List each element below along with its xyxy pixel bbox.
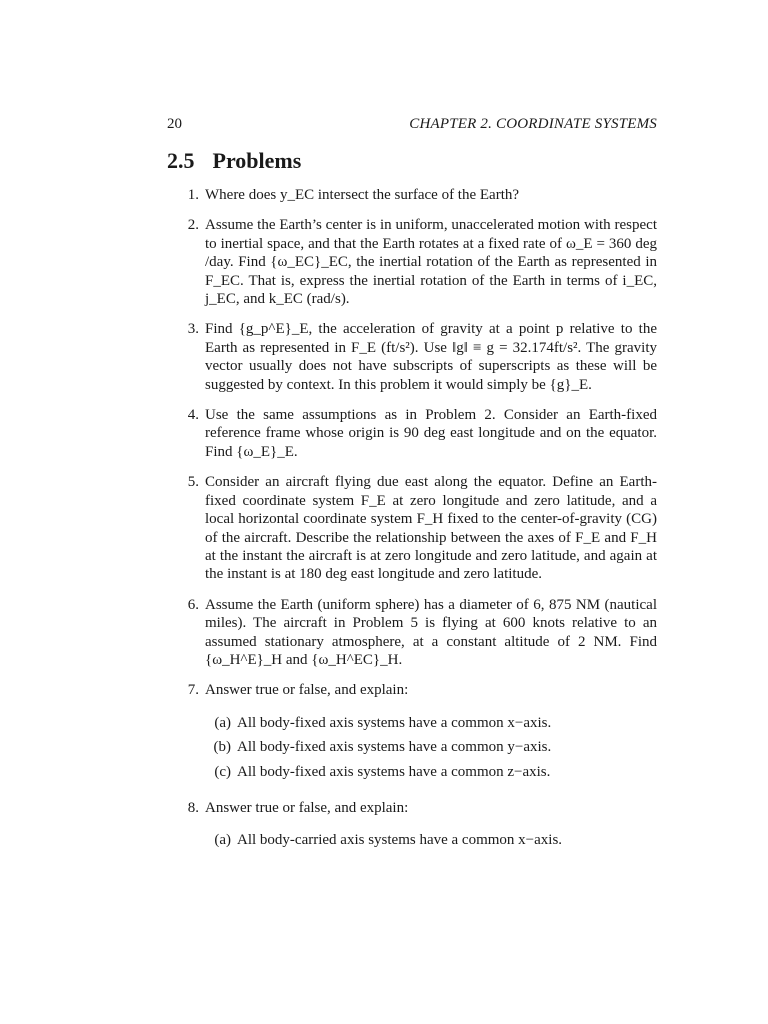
subproblem-item [205, 738, 657, 756]
subproblem-text: All body-fixed axis systems have a common y−axis. [237, 739, 552, 756]
problem-body [205, 681, 657, 787]
problem-item [167, 216, 657, 308]
subproblem-text: All body-fixed axis systems have a common x−axis. [237, 714, 552, 731]
subproblem-label: (b) [213, 739, 231, 756]
problem-text: Answer true or false, and explain: [205, 799, 409, 816]
problem-text: Consider an aircraft flying due east along the equator. Define an Earth-fixed coordinate system F_E at zero longitude and zero latitude, and a local horizontal coordinate system F_H fixed to the center-of-gravity (CG) of the aircraft. Describe the relationship between the axes of F_E and F_H at the instant the aircraft is at zero longitude and zero latitude, and again at the instant is at 180 deg east longitude and zero latitude. [205, 474, 657, 583]
problem-number: 5. [187, 474, 199, 491]
subproblem-item [205, 714, 657, 732]
problem-number: 1. [187, 187, 199, 203]
subproblem-label: (a) [214, 714, 231, 731]
chapter-title: CHAPTER 2. COORDINATE SYSTEMS [409, 116, 657, 132]
problem-item [167, 473, 657, 583]
problem-text: Where does y_EC intersect the surface of the Earth? [205, 187, 520, 203]
section-heading [167, 148, 301, 174]
subproblem-label: (a) [214, 832, 231, 849]
subproblem-item [205, 763, 657, 781]
running-header [167, 116, 657, 133]
problem-text: Answer true or false, and explain: [205, 682, 409, 699]
section-title: Problems [212, 148, 302, 173]
page-number: 20 [167, 116, 182, 132]
problem-number: 8. [187, 799, 199, 816]
problem-item [167, 799, 657, 856]
subproblem-text: All body-fixed axis systems have a common z−axis. [237, 763, 551, 780]
problem-text: Use the same assumptions as in Problem 2. Consider an Earth-fixed reference frame whose origin is 90 deg east longitude and on the equator. Find {ω_E}_E. [205, 407, 657, 460]
section-number: 2.5 [167, 148, 195, 173]
problem-text: Assume the Earth (uniform sphere) has a diameter of 6, 875 NM (nautical miles). The aircraft in Problem 5 is flying at 600 knots relative to an assumed stationary atmosphere, at a constant altitude of 2 NM. Find {ω_H^E}_H and {ω_H^EC}_H. [205, 596, 657, 668]
problem-number: 3. [187, 321, 199, 338]
problem-text: Assume the Earth’s center is in uniform, unaccelerated motion with respect to inertial space, and that the Earth rotates at a fixed rate of ω_E = 360 deg /day. Find {ω_EC}_EC, the inertial rotation of the Earth as represented in F_EC. That is, express the inertial rotation of the Earth in terms of i_EC, j_EC, and k_EC (rad/s). [205, 217, 657, 308]
problem-body [205, 799, 657, 856]
problem-number: 2. [187, 217, 199, 234]
subproblem-item [205, 831, 657, 849]
problem-text: Find {g_p^E}_E, the acceleration of gravity at a point p relative to the Earth as represented in F_E (ft/s²). Use ‖g‖ ≡ g = 32.174ft/s². The gravity vector usually does not have subscripts of superscripts as these will be suggested by context. In this problem it would simply be {g}_E. [205, 321, 657, 393]
problem-item [167, 186, 657, 204]
problem-number: 7. [187, 682, 199, 699]
problem-item [167, 681, 657, 787]
problem-number: 4. [187, 407, 199, 424]
problem-item [167, 596, 657, 670]
problem-number: 6. [187, 596, 199, 613]
subproblem-list [205, 831, 657, 849]
problem-item [167, 406, 657, 461]
subproblem-label: (c) [214, 763, 231, 780]
subproblem-text: All body-carried axis systems have a common x−axis. [237, 832, 563, 849]
problem-item [167, 320, 657, 394]
subproblem-list [205, 714, 657, 781]
problem-list [167, 186, 657, 868]
